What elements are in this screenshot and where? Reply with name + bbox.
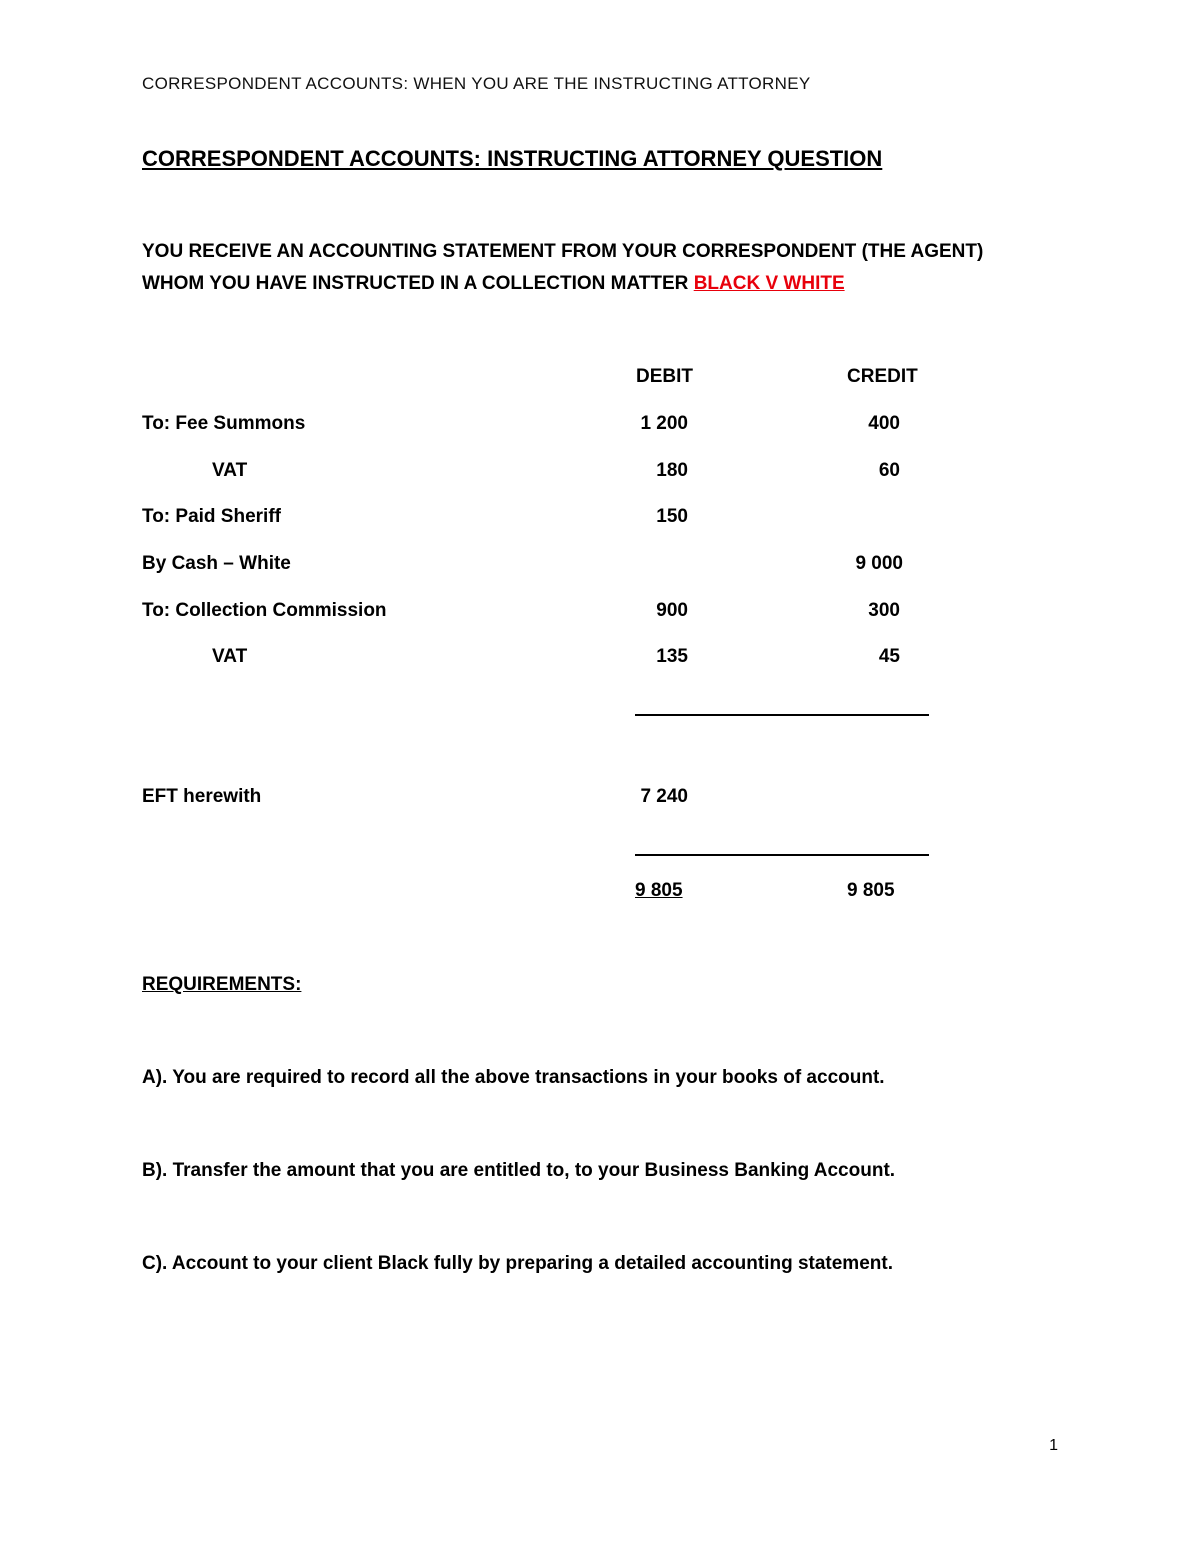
row-credit: 400 [868,413,900,434]
debit-column-header: DEBIT [636,366,693,387]
row-debit: 135 [656,646,688,667]
row-label: To: Paid Sheriff [142,506,281,527]
eft-label: EFT herewith [142,786,262,807]
total-credit: 9 805 [847,880,895,901]
total-debit: 9 805 [635,880,683,901]
row-debit: 1 200 [640,413,688,434]
intro-line-1: YOU RECEIVE AN ACCOUNTING STATEMENT FROM YOUR CORRESPONDENT (THE AGENT) [142,241,984,262]
requirements-heading: REQUIREMENTS: [142,974,302,995]
intro-line-2 [142,273,845,295]
requirement-a: A). You are required to record all the above transactions in your books of account. [142,1067,885,1088]
requirement-c: C). Account to your client Black fully by preparing a detailed accounting statement. [142,1253,893,1274]
row-debit: 900 [656,600,688,621]
subtotal-rule [635,714,929,716]
matter-name: BLACK V WHITE [693,273,845,294]
page-title: CORRESPONDENT ACCOUNTS: INSTRUCTING ATTORNEY QUESTION [142,146,883,171]
eft-debit: 7 240 [640,786,688,807]
row-label: To: Fee Summons [142,413,306,434]
row-credit: 300 [868,600,900,621]
row-label: VAT [212,646,248,667]
row-credit: 45 [878,646,900,667]
running-header: CORRESPONDENT ACCOUNTS: WHEN YOU ARE THE INSTRUCTING ATTORNEY [142,74,811,93]
row-label: By Cash – White [142,553,291,574]
credit-column-header: CREDIT [847,366,918,387]
row-credit: 9 000 [855,553,903,574]
intro-line-2-text: WHOM YOU HAVE INSTRUCTED IN A COLLECTION MATTER [142,273,694,294]
row-debit: 150 [656,506,688,527]
total-rule [635,854,929,856]
row-debit: 180 [656,460,688,481]
row-label: VAT [212,460,248,481]
requirement-b: B). Transfer the amount that you are entitled to, to your Business Banking Account. [142,1160,896,1181]
page-number: 1 [1049,1437,1058,1454]
row-credit: 60 [878,460,900,481]
row-label: To: Collection Commission [142,600,387,621]
